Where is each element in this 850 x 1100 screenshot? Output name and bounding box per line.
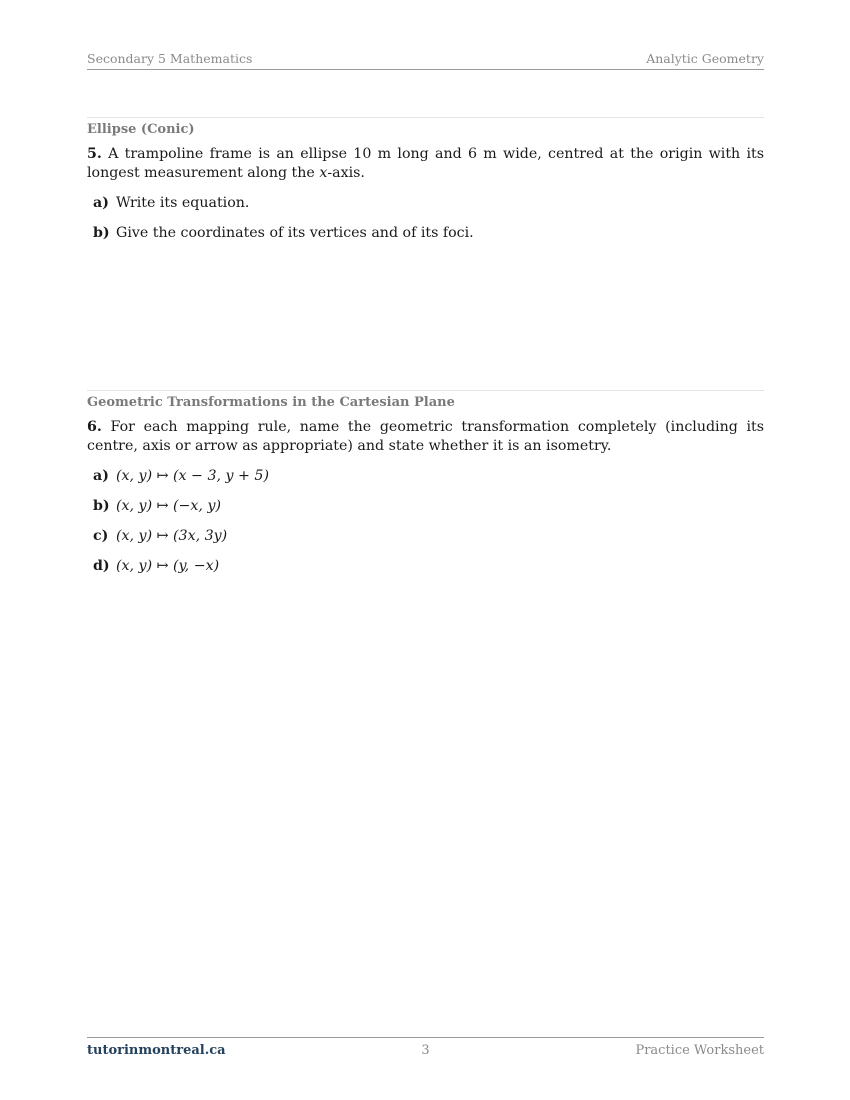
section-ellipse [87,117,764,243]
problem-text-end: -axis. [327,165,365,181]
part-b [93,497,764,516]
section-transformations [87,390,764,576]
problem-text: A trampoline frame is an ellipse 10 m long and 6 m wide, centred at the origin with its longest measurement along the [87,146,765,181]
part-text: Write its equation. [116,195,250,211]
part-label: a) [93,195,109,211]
mapping-rule: (x, y) ↦ (3x, 3y) [116,528,228,544]
part-d [93,557,764,576]
header-topic: Analytic Geometry [646,51,764,66]
page-header [87,51,764,70]
problem-text: For each mapping rule, name the geometric transformation completely (including its centre, axis or arrow as appropriate) and state whether it is an isometry. [87,419,765,454]
section-divider [87,390,764,391]
section-title: Ellipse (Conic) [87,122,195,137]
mapping-rule: (x, y) ↦ (y, −x) [116,558,220,574]
problem-math: x [319,165,328,181]
part-c [93,527,764,546]
page-footer [87,1037,764,1060]
problem-number: 6. [87,419,102,435]
problem-5 [87,145,764,183]
part-label: a) [93,468,109,484]
part-text: Give the coordinates of its vertices and of its foci. [116,225,474,241]
section-divider [87,117,764,118]
footer-doc-type: Practice Worksheet [635,1043,764,1058]
part-a [93,467,764,486]
part-label: b) [93,225,110,241]
mapping-rule: (x, y) ↦ (−x, y) [116,498,222,514]
header-course: Secondary 5 Mathematics [87,51,253,66]
problem-number: 5. [87,146,102,162]
part-b [93,224,764,243]
section-title: Geometric Transformations in the Cartesian Plane [87,395,455,410]
footer-site-link[interactable]: tutorinmontreal.ca [87,1043,226,1058]
page-number: 3 [421,1043,430,1058]
part-label: c) [93,528,109,544]
part-a [93,194,764,213]
part-label: d) [93,558,110,574]
problem-6 [87,418,764,456]
mapping-rule: (x, y) ↦ (x − 3, y + 5) [116,468,269,484]
part-label: b) [93,498,110,514]
